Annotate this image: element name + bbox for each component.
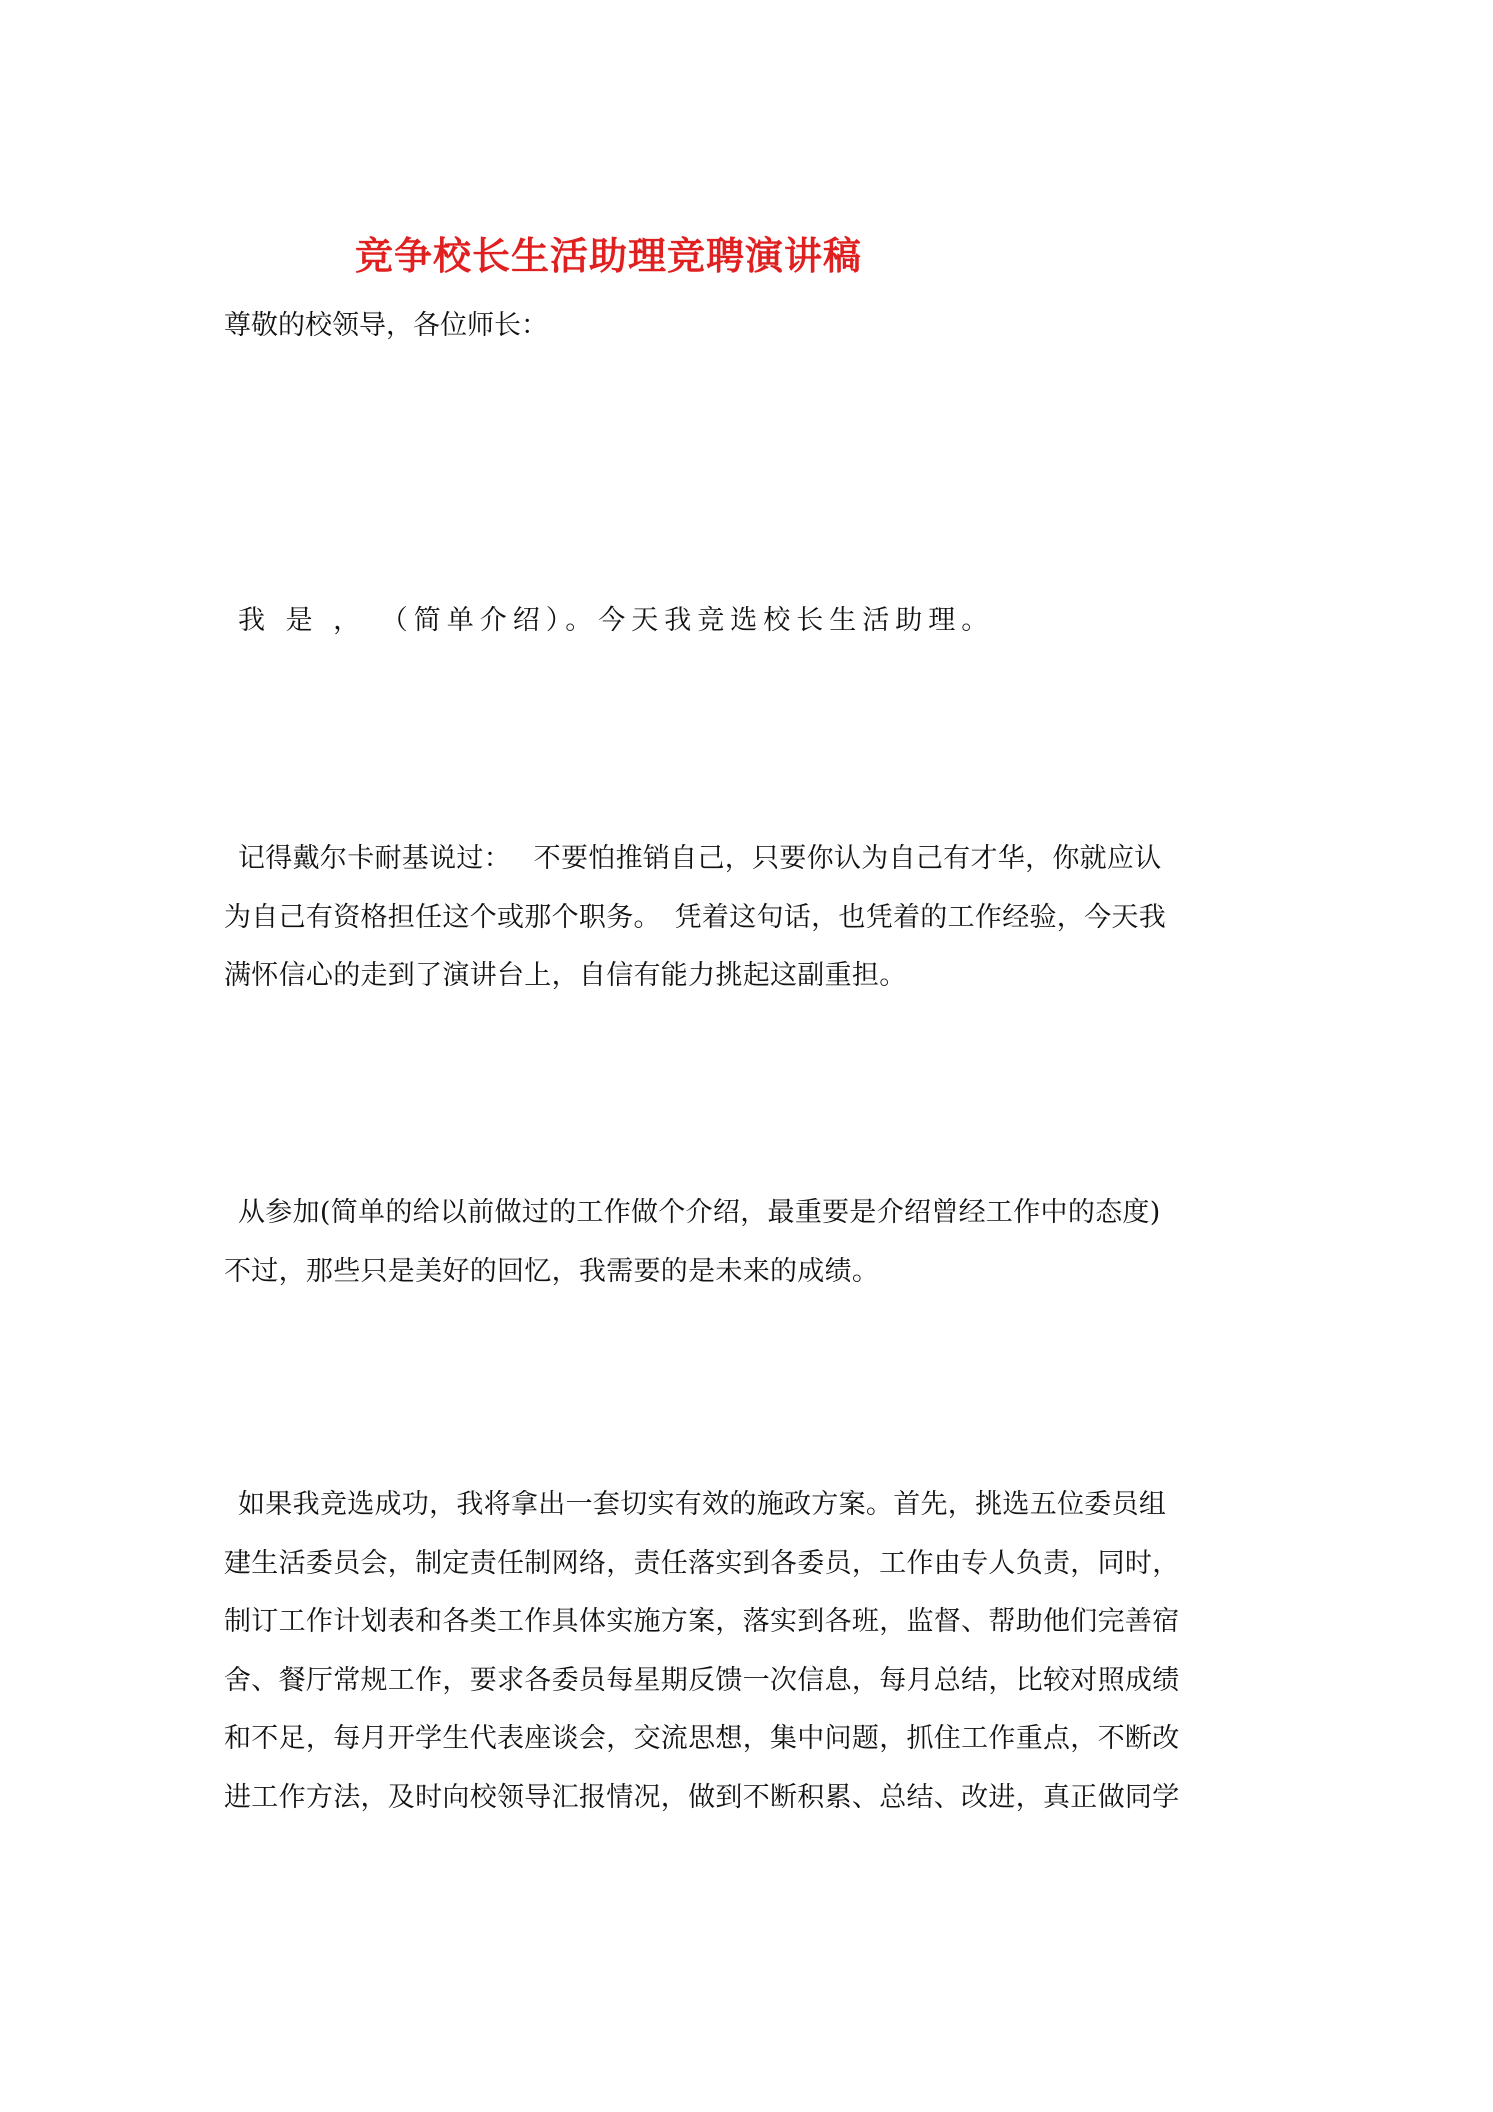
paragraph-line: 制订工作计划表和各类工作具体实施方案，落实到各班，监督、帮助他们完善宿 [224, 1606, 1180, 1637]
paragraph-line: 我 是 ， （简单介绍）。今天我竞选校长生活助理。 [238, 605, 995, 636]
document-title: 竞争校长生活助理竞聘演讲稿 [355, 234, 863, 278]
paragraph-introduction [224, 592, 1284, 651]
paragraph-line: 建生活委员会，制定责任制网络，责任落实到各委员，工作由专人负责，同时， [224, 1547, 1180, 1579]
paragraph-line: 满怀信心的走到了演讲台上，自信有能力挑起这副重担。 [224, 960, 907, 991]
paragraph-experience [224, 1184, 1284, 1301]
paragraph-line: 为自己有资格担任这个或那个职务。 凭着这句话，也凭着的工作经验，今天我 [224, 901, 1166, 933]
paragraph-line: 进工作方法，及时向校领导汇报情况，做到不断积累、总结、改进，真正做同学 [224, 1781, 1180, 1813]
paragraph-line: 从参加(简单的给以前做过的工作做个介绍，最重要是介绍曾经工作中的态度) [238, 1197, 1161, 1228]
paragraph-line: 记得戴尔卡耐基说过： 不要怕推销自己，只要你认为自己有才华，你就应认 [238, 843, 1162, 874]
paragraph-plan [224, 1476, 1284, 1827]
paragraph-quote [224, 830, 1284, 1006]
salutation: 尊敬的校领导，各位师长： [224, 310, 548, 341]
paragraph-line: 不过，那些只是美好的回忆，我需要的是未来的成绩。 [224, 1255, 880, 1287]
paragraph-line: 如果我竞选成功，我将拿出一套切实有效的施政方案。首先，挑选五位委员组 [238, 1489, 1167, 1520]
paragraph-line: 和不足，每月开学生代表座谈会，交流思想，集中问题，抓住工作重点，不断改 [224, 1723, 1180, 1754]
paragraph-line: 舍、餐厅常规工作，要求各委员每星期反馈一次信息，每月总结，比较对照成绩 [224, 1664, 1180, 1696]
